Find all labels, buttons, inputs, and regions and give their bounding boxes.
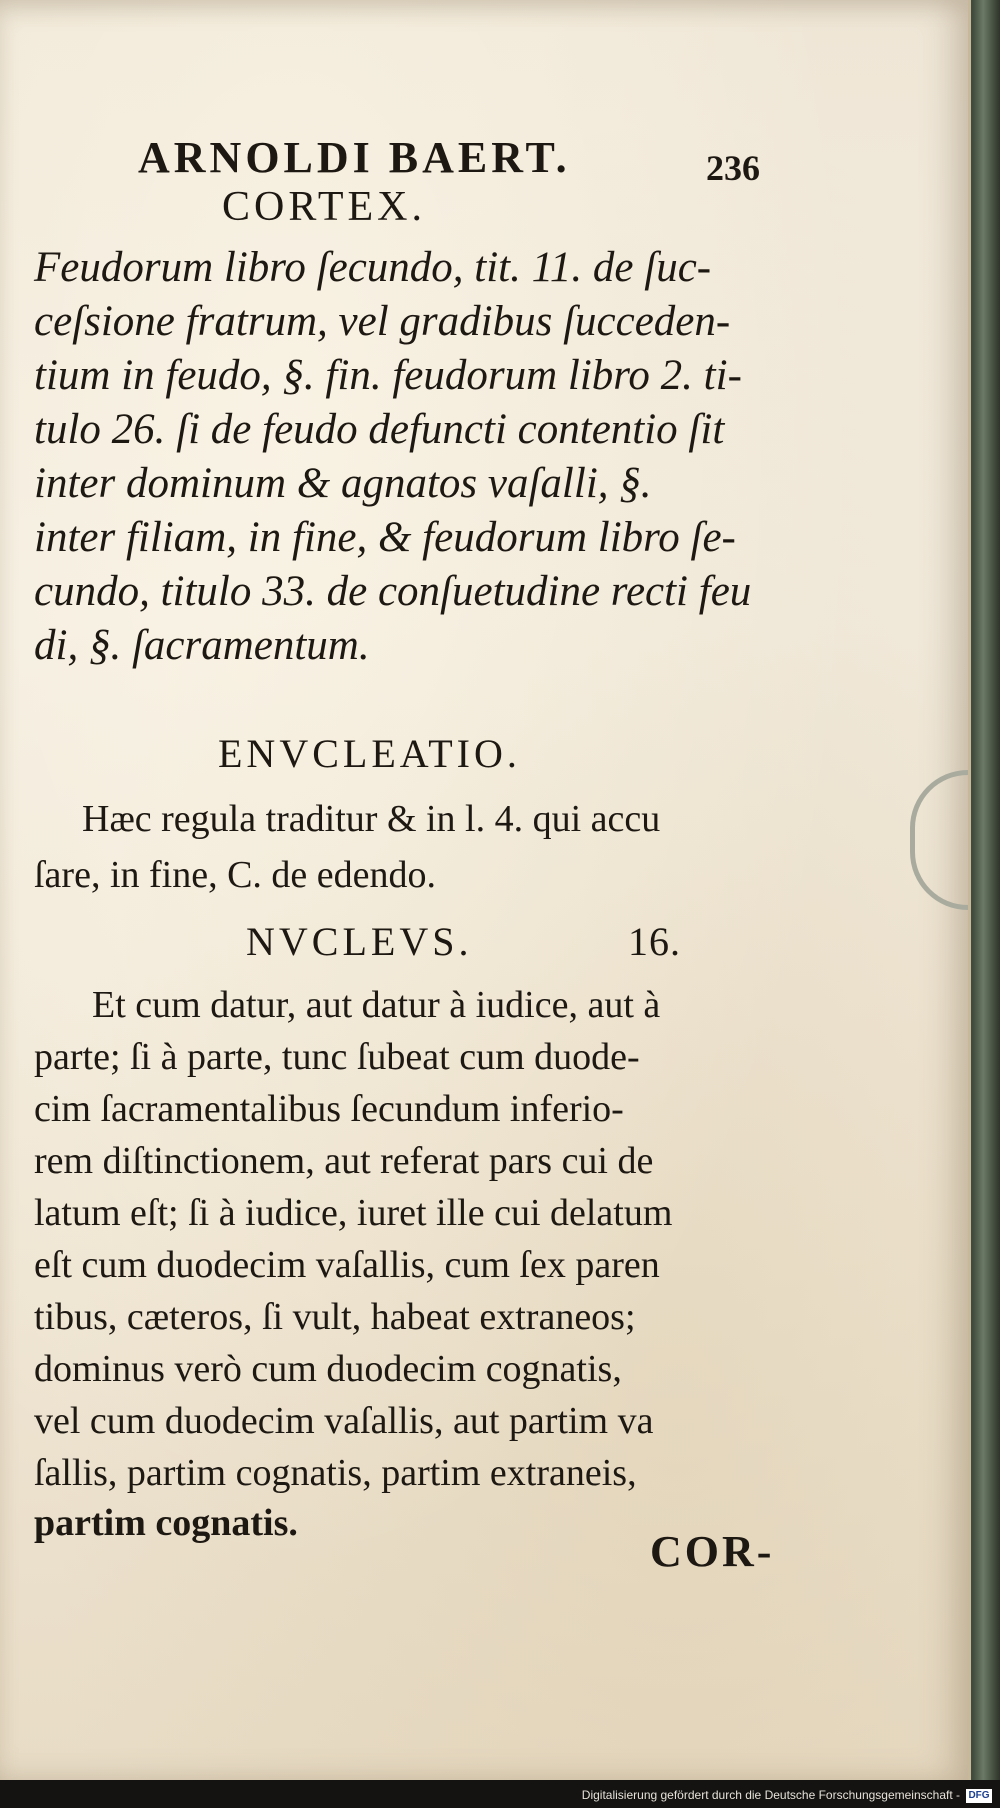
section-title-cortex: CORTEX. (222, 184, 426, 230)
dfg-logo: DFG (966, 1789, 992, 1803)
nucleus-number: 16. (628, 919, 681, 964)
nucleus-line: cim ſacramentalibus ſecundum inferio- (34, 1088, 624, 1130)
catchword: COR- (650, 1527, 775, 1576)
nucleus-line: parte; ſi à parte, tunc ſubeat cum duode- (34, 1036, 640, 1078)
running-head-title: ARNOLDI BAERT. (138, 133, 571, 182)
funding-credit: Digitalisierung gefördert durch die Deutsche Forschungsgemeinschaft - (581, 1788, 960, 1802)
cortex-line: inter filiam, in fine, & feudorum libro ſe- (34, 514, 736, 561)
nucleus-line: vel cum duodecim vaſallis, aut partim va (34, 1400, 654, 1442)
nucleus-line: partim cognatis. (34, 1502, 298, 1544)
nucleus-line: ſallis, partim cognatis, partim extraneis, (34, 1452, 637, 1494)
page-number: 236 (706, 148, 760, 188)
nucleus-line: dominus verò cum duodecim cognatis, (34, 1348, 622, 1390)
enucleatio-line: ſare, in fine, C. de edendo. (34, 854, 437, 896)
cortex-line: tium in feudo, §. fin. feudorum libro 2. ti- (34, 352, 742, 399)
cortex-line: Feudorum libro ſecundo, tit. 11. de ſuc- (34, 244, 712, 291)
cortex-line: ceſsione fratrum, vel gradibus ſucceden- (34, 298, 731, 345)
cortex-line: tulo 26. ſi de feudo defuncti contentio ſit (34, 406, 725, 453)
cortex-line: cundo, titulo 33. de conſuetudine recti feu (34, 568, 752, 615)
nucleus-line: eſt cum duodecim vaſallis, cum ſex paren (34, 1244, 660, 1286)
cortex-line: di, §. ſacramentum. (34, 622, 370, 669)
nucleus-line: Et cum datur, aut datur à iudice, aut à (92, 984, 661, 1026)
nucleus-line: tibus, cæteros, ſi vult, habeat extraneos; (34, 1296, 636, 1338)
nucleus-heading: NVCLEVS. (246, 919, 473, 964)
cortex-line: inter dominum & agnatos vaſalli, §. (34, 460, 652, 507)
nucleus-line: latum eſt; ſi à iudice, iuret ille cui delatum (34, 1192, 673, 1234)
nucleus-line: rem diſtinctionem, aut referat pars cui de (34, 1140, 654, 1182)
page-clip (910, 770, 968, 910)
enucleatio-line: Hæc regula traditur & in l. 4. qui accu (82, 798, 661, 840)
footer-bar (0, 1780, 1000, 1808)
enucleatio-heading: ENVCLEATIO. (218, 731, 521, 776)
